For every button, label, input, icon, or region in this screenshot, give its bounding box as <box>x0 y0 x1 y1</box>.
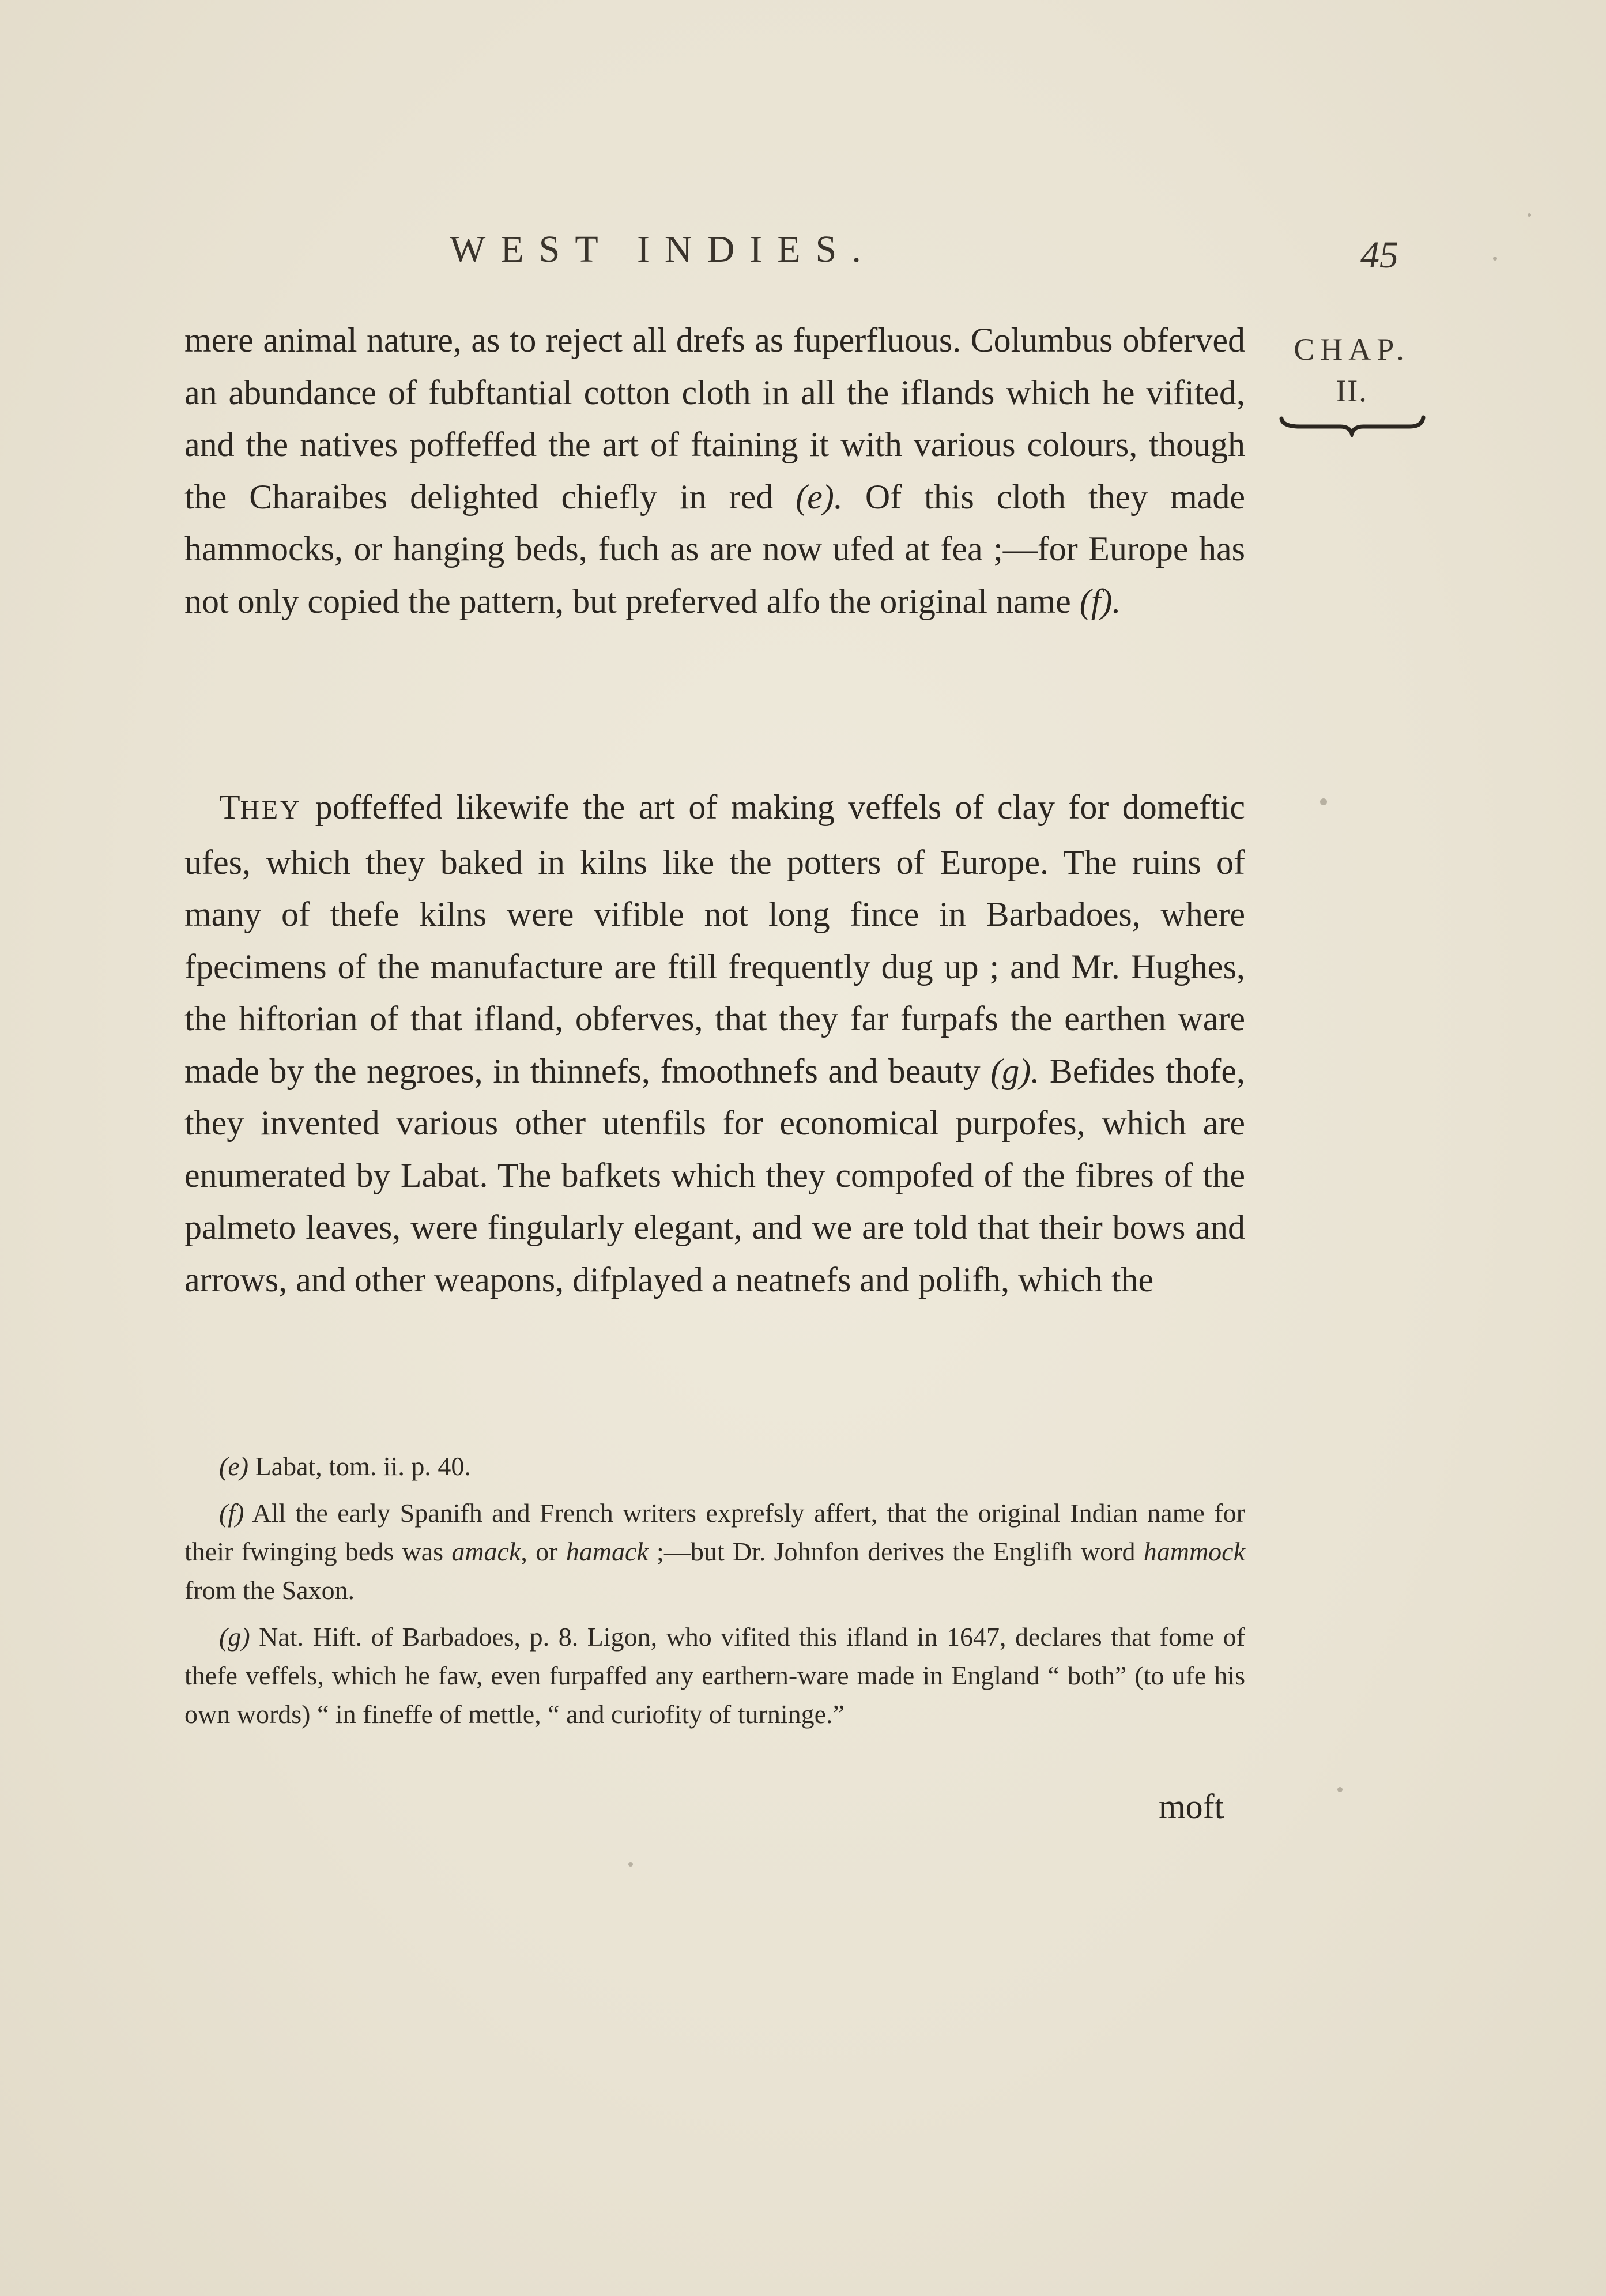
chapter-marginal-note <box>1277 329 1427 412</box>
footnote-ref-e: (e). <box>796 477 843 516</box>
paragraph-1 <box>184 314 1245 627</box>
footnote-e-mark: (e) <box>219 1452 249 1481</box>
paper-speck <box>1528 213 1531 217</box>
paragraph-2-text-a: poffeffed likewife the art of making veffels of clay for domeftic ufes, which they baked in kilns like the potters of Europe. The ruins of many of thefe kilns were vifible not long fince in Barbadoes, where fpecimens of the manufacture are ftill frequently dug up ; and Mr. Hughes, the hiftorian of that ifland, obferves, that they far furpafs the earthen ware made by the negroes, in thinnefs, fmoothnefs and beauty <box>184 788 1245 1090</box>
footnote-f <box>184 1494 1245 1609</box>
paper-speck <box>1337 1787 1343 1792</box>
footnote-e <box>184 1447 1245 1486</box>
paper-speck <box>1493 257 1497 261</box>
chap-label: CHAP. <box>1294 332 1410 367</box>
paragraph-2 <box>184 781 1245 1306</box>
footnote-f-hammock: hammock <box>1143 1537 1245 1566</box>
brace-ornament <box>1277 414 1427 437</box>
footnote-f-text-c: from the Saxon. <box>184 1575 355 1605</box>
chap-number: II. <box>1336 374 1368 408</box>
footnote-f-hamack: hamack <box>566 1537 649 1566</box>
paragraph-1-text-mid: Of this cloth they made hammocks, or hanging beds, fuch as are now ufed at fea ;—for Europe has not only copied the pattern, but preferved alfo the original name <box>184 477 1246 620</box>
paper-speck <box>1320 798 1327 805</box>
footnote-f-amack: amack <box>451 1537 521 1566</box>
page-number: 45 <box>1360 234 1398 276</box>
footnotes <box>184 1447 1245 1741</box>
footnote-f-mark: (f) <box>219 1498 244 1528</box>
paragraph-2-text-b: Befides thofe, they invented various other utenfils for economical purpofes, which are enumerated by Labat. The bafkets which they compofed of the fibres of the palmeto leaves, were fingularly elegant, and we are told that their bows and arrows, and other weapons, difplayed a neatnefs and polifh, which the <box>184 1051 1246 1299</box>
drop-letter: T <box>219 788 240 826</box>
footnote-g-mark: (g) <box>219 1622 250 1652</box>
paragraph-1-text: mere animal nature, as to reject all drefs as fuperfluous. Columbus obferved an abundance of fubftantial cotton cloth in all the iflands which he vifited, and the natives poffeffed the art of ftaining it with various colours, though the Charaibes delighted chiefly in red <box>184 321 1245 516</box>
catchword: moft <box>1159 1788 1224 1826</box>
paper-speck <box>628 1862 633 1867</box>
footnote-ref-g: (g). <box>990 1051 1040 1090</box>
footnote-e-text: Labat, tom. ii. p. 40. <box>248 1452 471 1481</box>
footnote-f-or: , or <box>521 1537 566 1566</box>
footnote-f-text-a: All the early Spanifh and French writers exprefsly affert, that the original Indian name for their fwinging beds was <box>184 1498 1245 1566</box>
running-title: WEST INDIES. <box>450 228 876 270</box>
footnote-f-text-b: ;—but Dr. Johnfon derives the Englifh word <box>648 1537 1144 1566</box>
footnote-g <box>184 1618 1245 1733</box>
small-caps-word: HEY <box>240 795 302 824</box>
footnote-ref-f: (f). <box>1079 582 1121 620</box>
footnote-g-text: Nat. Hift. of Barbadoes, p. 8. Ligon, who vifited this ifland in 1647, declares that fome of thefe veffels, which he faw, even furpaffed any earthern-ware made in England “ both” (to ufe his own words) “ in fineffe of mettle, “ and curiofity of turninge.” <box>184 1622 1245 1729</box>
